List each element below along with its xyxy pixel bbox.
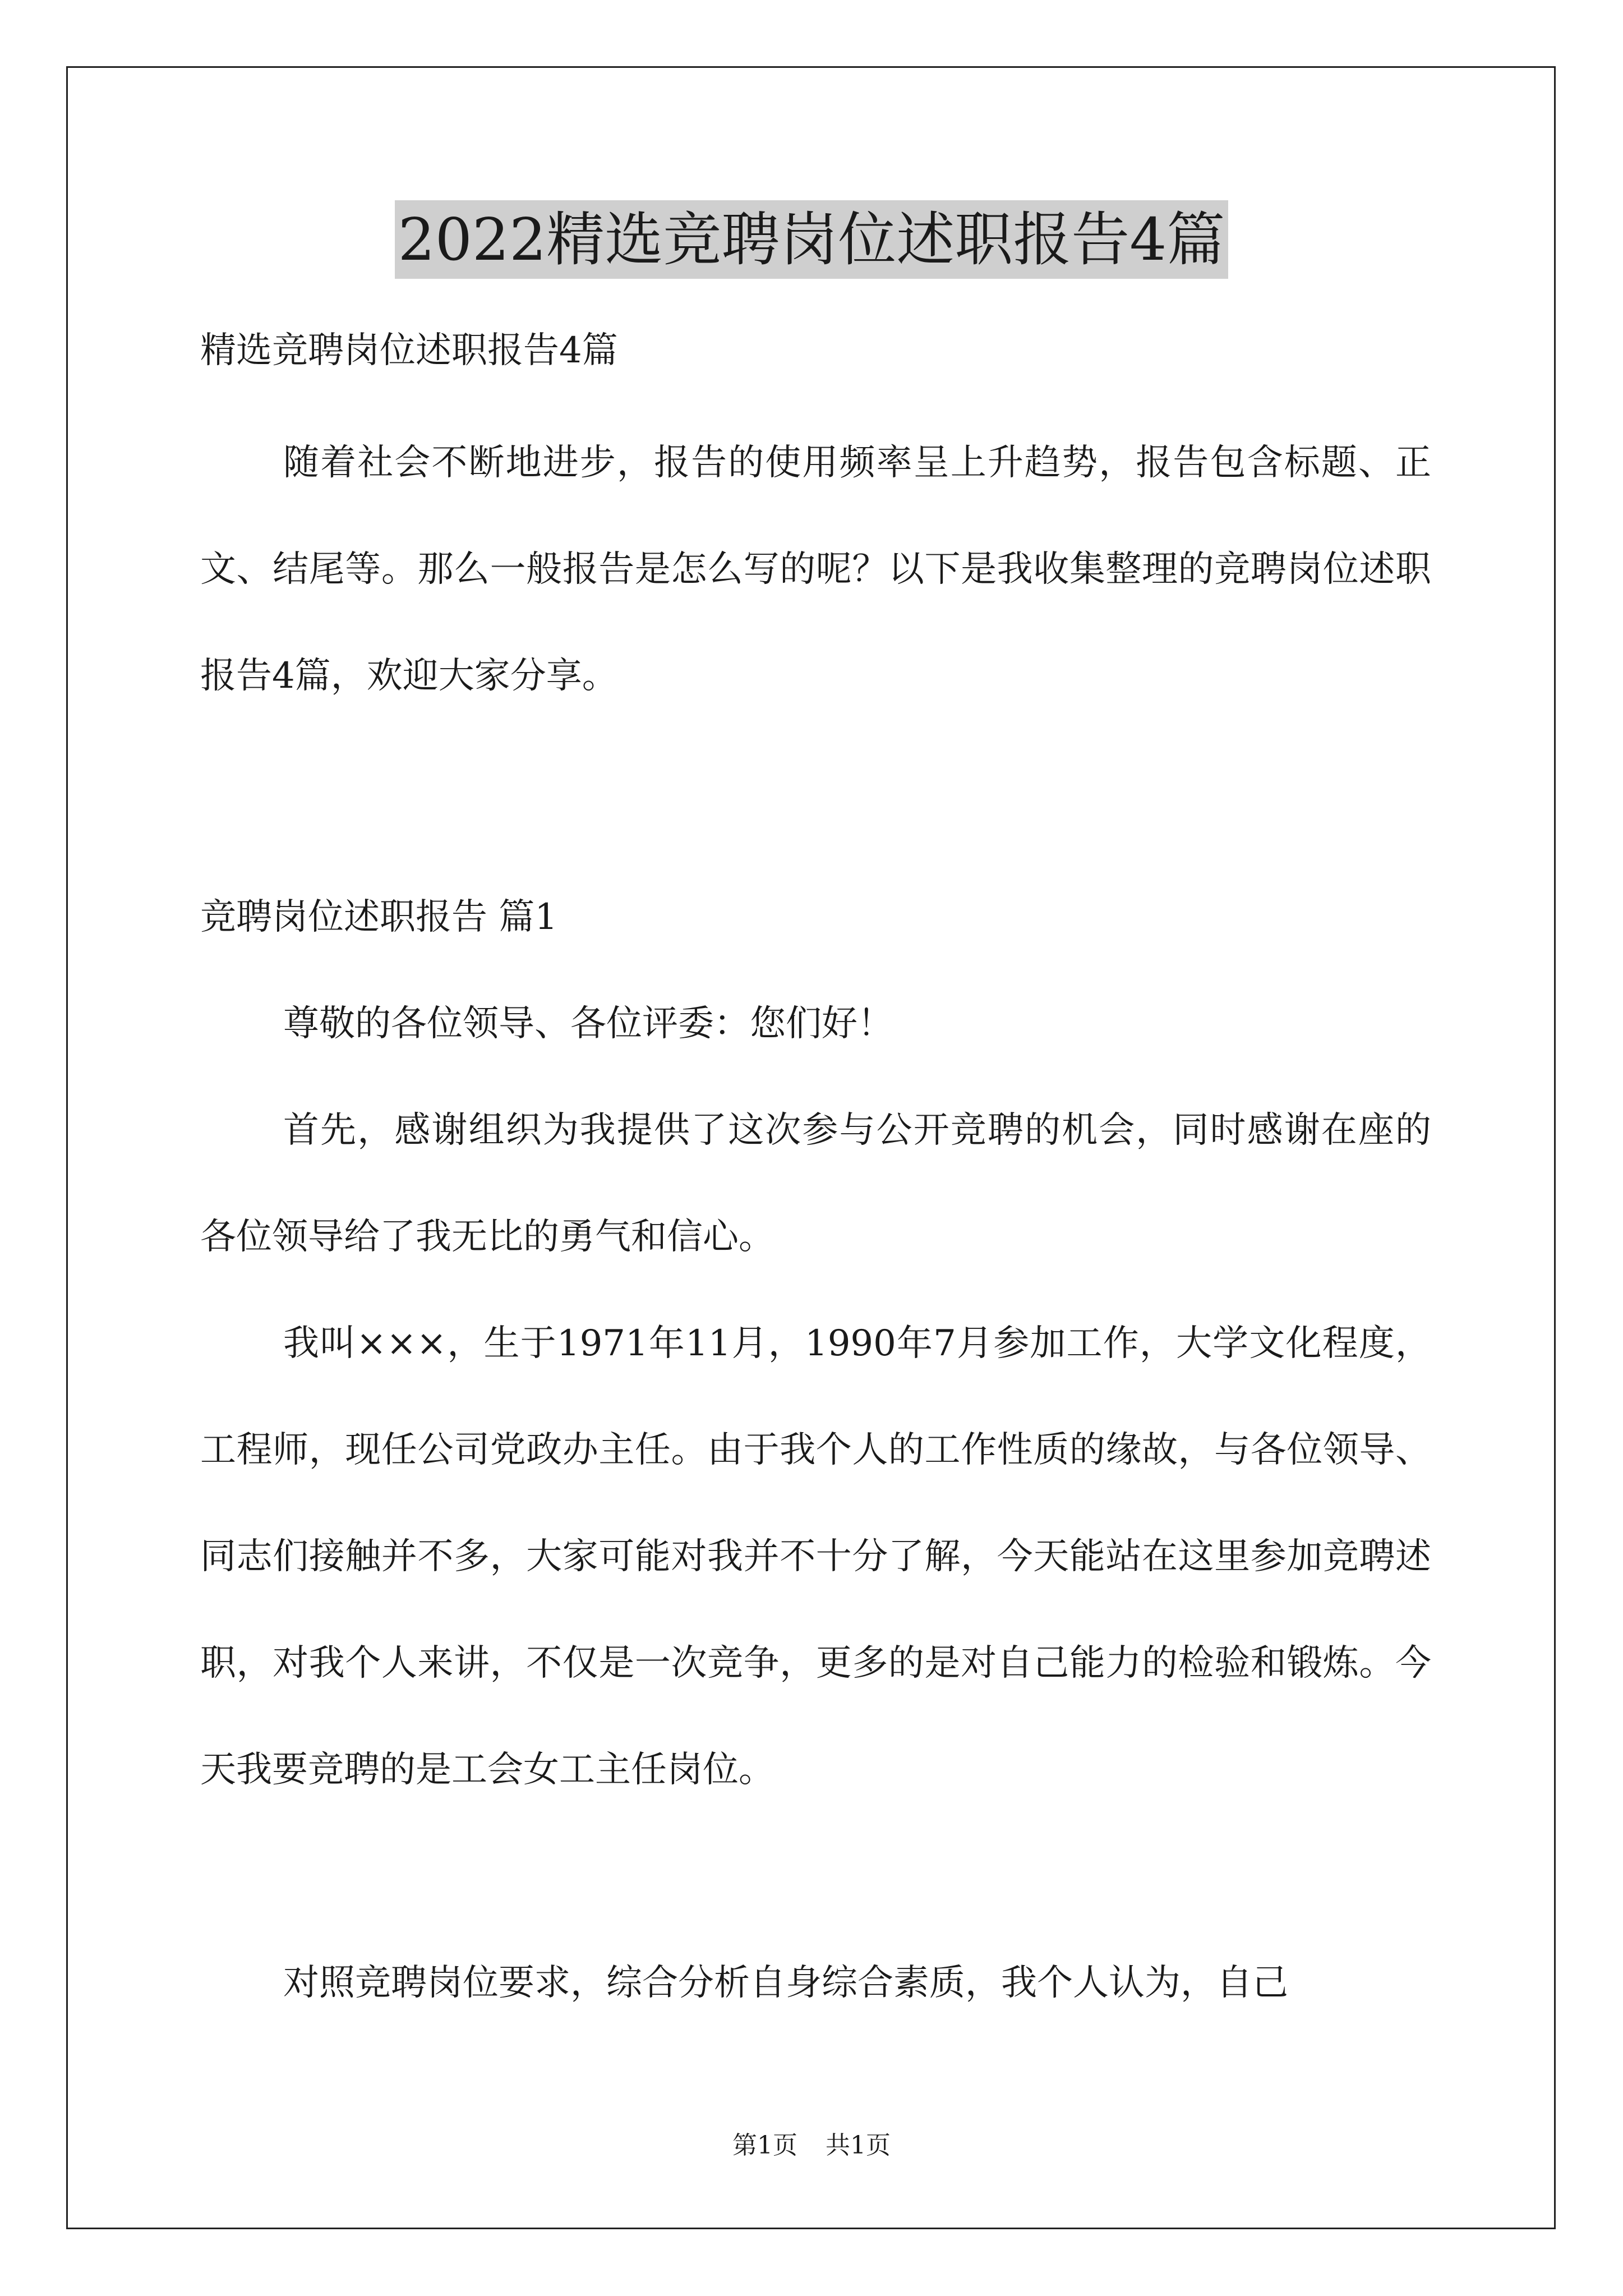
document-subtitle: 精选竞聘岗位述职报告4篇 [200,330,618,371]
body-paragraph-3: 对照竞聘岗位要求，综合分析自身综合素质，我个人认为，自己 [283,1962,1288,2004]
body-paragraph-2: 我叫×××，生于1971年11月，1990年7月参加工作，大学文化程度，工程师，现任公司党政办主任。由于我个人的工作性质的缘故，与各位领导、同志们接触并不多，大家可能对我并不十分了解，今天能站在这里参加竞聘述职，对我个人来讲，不仅是一次竞争，更多的是对自己能力的检验和锻炼。今天我要竞聘的是工会女工主任岗位。 [200,1323,1431,1791]
document-title [0,200,1623,279]
page-number-current: 第1页 [732,2131,797,2160]
page-number-total: 共1页 [826,2131,891,2160]
page-footer [0,2129,1623,2162]
intro-paragraph: 随着社会不断地进步，报告的使用频率呈上升趋势，报告包含标题、正文、结尾等。那么一般报告是怎么写的呢？以下是我收集整理的竞聘岗位述职报告4篇，欢迎大家分享。 [200,442,1431,697]
body-paragraph-1: 首先，感谢组织为我提供了这次参与公开竞聘的机会，同时感谢在座的各位领导给了我无比的勇气和信心。 [200,1110,1431,1258]
greeting-paragraph: 尊敬的各位领导、各位评委：您们好！ [283,1003,893,1045]
document-title-text: 2022精选竞聘岗位述职报告4篇 [395,200,1229,279]
section-heading: 竞聘岗位述职报告 篇1 [200,896,558,938]
